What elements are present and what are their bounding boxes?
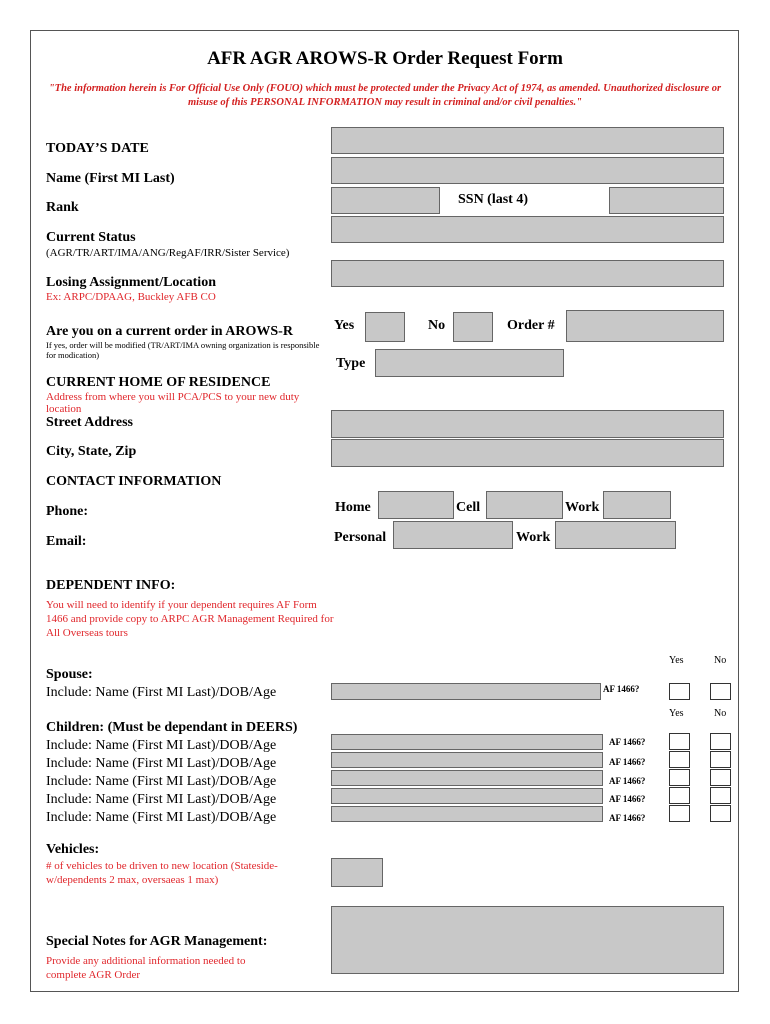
order-no-label: No [428, 318, 446, 333]
home-phone-field[interactable] [378, 491, 454, 519]
losing-assignment-label: Losing Assignment/Location [46, 275, 216, 290]
child-5-af1466-label: AF 1466? [609, 813, 646, 823]
personal-email-label: Personal [334, 530, 387, 545]
todays-date-label: TODAY’S DATE [46, 141, 149, 156]
vehicles-note: # of vehicles to be driven to new location (Stateside- w/dependents 2 max, oversaeas 1 max) [46, 860, 278, 886]
child-5-include: Include: Name (First MI Last)/DOB/Age [46, 810, 277, 825]
special-notes-sub: Provide any additional information needed to complete AGR Order [46, 955, 246, 981]
work-email-field[interactable] [555, 521, 676, 549]
child-1-include: Include: Name (First MI Last)/DOB/Age [46, 738, 277, 753]
child-1-af1466-no-checkbox[interactable] [710, 733, 731, 750]
child-3-include: Include: Name (First MI Last)/DOB/Age [46, 774, 277, 789]
ssn-label: SSN (last 4) [458, 192, 529, 207]
current-status-sub: (AGR/TR/ART/IMA/ANG/RegAF/IRR/Sister Service) [46, 247, 290, 259]
child-2-af1466-no-checkbox[interactable] [710, 751, 731, 768]
child-4-field[interactable] [331, 788, 603, 804]
work-phone-label: Work [565, 500, 600, 515]
child-3-field[interactable] [331, 770, 603, 786]
vehicles-field[interactable] [331, 858, 383, 887]
spouse-label: Spouse: [46, 667, 93, 682]
ssn-field[interactable] [609, 187, 724, 214]
current-status-field[interactable] [331, 216, 724, 243]
child-4-af1466-label: AF 1466? [609, 794, 646, 804]
spouse-af1466-label: AF 1466? [603, 684, 640, 694]
name-label: Name (First MI Last) [46, 171, 175, 186]
spouse-field[interactable] [331, 683, 601, 700]
cell-phone-field[interactable] [486, 491, 563, 519]
dependent-info-note: You will need to identify if your dependent requires AF Form 1466 and provide copy to ARPC AGR Management Required for All Overseas tours [46, 599, 334, 639]
special-notes-field[interactable] [331, 906, 724, 974]
street-address-field[interactable] [331, 410, 724, 438]
special-notes-label: Special Notes for AGR Management: [46, 934, 268, 949]
contact-info-heading: CONTACT INFORMATION [46, 474, 222, 489]
form-title: AFR AGR AROWS-R Order Request Form [207, 48, 563, 69]
child-3-af1466-yes-checkbox[interactable] [669, 769, 690, 786]
child-1-af1466-yes-checkbox[interactable] [669, 733, 690, 750]
losing-assignment-example: Ex: ARPC/DPAAG, Buckley AFB CO [46, 291, 216, 303]
current-order-note: If yes, order will be modified (TR/ART/IMA owning organization is responsible for modication) [46, 340, 320, 360]
name-field[interactable] [331, 157, 724, 184]
child-1-field[interactable] [331, 734, 603, 750]
privacy-notice: "The information herein is For Official Use Only (FOUO) which must be protected under the Privacy Act of 1974, as amended. Unauthorized disclosure or misuse of this PERSONAL INFORMATION may result in criminal and/or civil penalties." [48, 83, 722, 108]
work-email-label: Work [516, 530, 551, 545]
child-3-af1466-no-checkbox[interactable] [710, 769, 731, 786]
spouse-yes-col: Yes [669, 655, 684, 666]
personal-email-field[interactable] [393, 521, 513, 549]
children-yes-col: Yes [669, 708, 684, 719]
order-no-field[interactable] [453, 312, 493, 342]
children-label: Children: (Must be dependant in DEERS) [46, 720, 298, 735]
city-state-zip-field[interactable] [331, 439, 724, 467]
child-4-include: Include: Name (First MI Last)/DOB/Age [46, 792, 277, 807]
child-5-af1466-no-checkbox[interactable] [710, 805, 731, 822]
home-residence-heading: CURRENT HOME OF RESIDENCE [46, 375, 271, 390]
order-yes-field[interactable] [365, 312, 405, 342]
child-2-af1466-label: AF 1466? [609, 757, 646, 767]
order-type-label: Type [336, 356, 366, 371]
dependent-info-heading: DEPENDENT INFO: [46, 578, 176, 593]
rank-field[interactable] [331, 187, 440, 214]
child-2-af1466-yes-checkbox[interactable] [669, 751, 690, 768]
child-4-af1466-yes-checkbox[interactable] [669, 787, 690, 804]
cell-phone-label: Cell [456, 500, 481, 515]
current-order-label: Are you on a current order in AROWS-R [46, 324, 293, 339]
order-number-label: Order # [507, 318, 555, 333]
child-3-af1466-label: AF 1466? [609, 776, 646, 786]
current-status-label: Current Status [46, 230, 136, 245]
children-no-col: No [714, 708, 727, 719]
street-address-label: Street Address [46, 415, 133, 430]
child-5-af1466-yes-checkbox[interactable] [669, 805, 690, 822]
child-2-field[interactable] [331, 752, 603, 768]
spouse-include: Include: Name (First MI Last)/DOB/Age [46, 685, 277, 700]
losing-assignment-field[interactable] [331, 260, 724, 287]
child-1-af1466-label: AF 1466? [609, 737, 646, 747]
home-phone-label: Home [335, 500, 371, 515]
order-number-field[interactable] [566, 310, 724, 342]
todays-date-field[interactable] [331, 127, 724, 154]
home-residence-note: Address from where you will PCA/PCS to your new duty location [46, 391, 300, 415]
email-label: Email: [46, 534, 87, 549]
child-5-field[interactable] [331, 806, 603, 822]
spouse-no-col: No [714, 655, 727, 666]
spouse-af1466-yes-checkbox[interactable] [669, 683, 690, 700]
rank-label: Rank [46, 200, 79, 215]
child-2-include: Include: Name (First MI Last)/DOB/Age [46, 756, 277, 771]
phone-label: Phone: [46, 504, 88, 519]
order-type-field[interactable] [375, 349, 564, 377]
work-phone-field[interactable] [603, 491, 671, 519]
vehicles-label: Vehicles: [46, 842, 100, 857]
child-4-af1466-no-checkbox[interactable] [710, 787, 731, 804]
city-state-zip-label: City, State, Zip [46, 444, 137, 459]
order-yes-label: Yes [334, 318, 355, 333]
spouse-af1466-no-checkbox[interactable] [710, 683, 731, 700]
